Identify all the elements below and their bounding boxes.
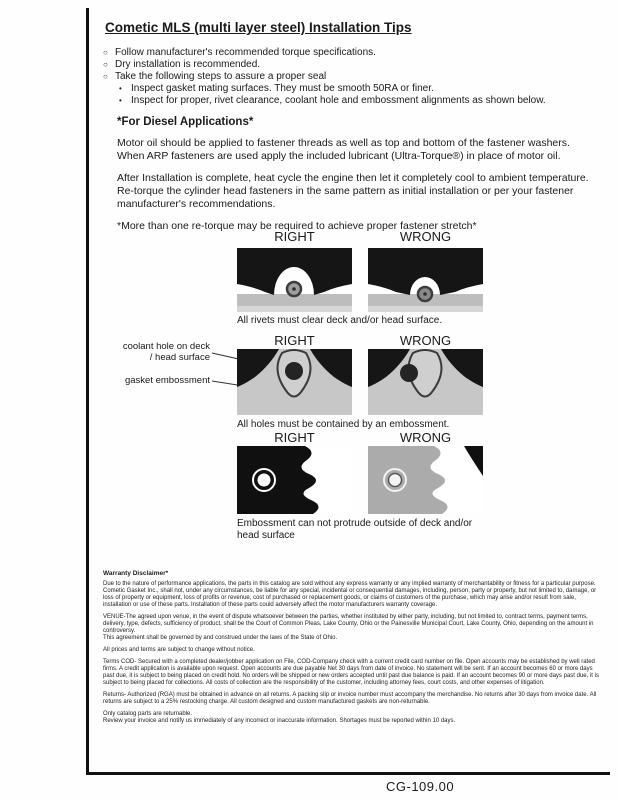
circle-bullet-icon: ○ [103, 72, 108, 81]
tip-text: Dry installation is recommended. [115, 59, 261, 70]
diagram-protrusion-wrong [368, 446, 483, 514]
section-heading: *For Diesel Applications* [117, 116, 254, 128]
wrong-column-label: WRONG [399, 229, 452, 244]
disclaimer-paragraph: All prices and terms are subject to change without notice. [103, 647, 255, 653]
diagram-rivet-clearance-wrong [368, 248, 483, 312]
installation-tips-list [103, 47, 603, 107]
list-item [119, 83, 603, 95]
warranty-disclaimer-section [103, 570, 605, 730]
dot-bullet-icon: • [119, 84, 122, 93]
diesel-applications-section [117, 116, 597, 233]
diagram-caption: All rivets must clear deck and/or head surface. [237, 315, 443, 326]
diagram-row-embossment-containment [0, 330, 618, 440]
list-item [103, 47, 603, 59]
page-border-bottom [86, 772, 610, 775]
diagram-rivet-clearance-right [237, 248, 352, 312]
tip-text: Inspect gasket mating surfaces. They must be smooth 50RA or finer. [131, 83, 434, 94]
disclaimer-paragraph: Terms COD- Secured with a completed dealer/jobber application on File, COD-Company check with a current credit card number on file. Open accounts may be established by well rated firms. A credit application is available upon request. Open accounts are due payable Net 30 days from date of invoice. No statement will be sent. If an account becomes 60 or more days past due, it is subject to being placed on credit hold. No orders will be shipped or new orders accepted until past due balance is paid. If an account becomes 90 or more days past due, it is subject to being placed for collections. All costs of collection are the responsibility of the customer, including attorney fees, court costs, and other expenses of litigation. [103, 659, 599, 686]
wrong-column-label: WRONG [399, 430, 452, 445]
disclaimer-paragraph: Review your invoice and notify us immediately of any incorrect or inaccurate information. Shortages must be reported within 10 days. [103, 718, 456, 724]
list-item [103, 71, 603, 83]
circle-bullet-icon: ○ [103, 48, 108, 57]
diagram-embossment-right [237, 349, 352, 415]
disclaimer-heading: Warranty Disclaimer* [103, 570, 169, 577]
diagram-protrusion-right [237, 446, 352, 514]
page-title: Cometic MLS (multi layer steel) Installation Tips [105, 20, 412, 35]
paragraph: After Installation is complete, heat cycle the engine then let it completely cool to ambient temperature. Re-torque the cylinder head fasteners in the same pattern as initial installation or per your fastener manufacturer's recommendations. [117, 172, 589, 210]
disclaimer-paragraph: VENUE-The agreed upon venue, in the event of dispute whatsoever between the parties, whether instituted by either party, including, but not limited to, contract terms, payment terms, delivery, type, defects, sufficiency of product, shall be the Court of Common Pleas, Lake County, Ohio or the Painesville Municipal Court, Lake County, Ohio, depending on the amount in controversy. [103, 614, 594, 634]
coolant-hole-label: coolant hole on deck / head surface [122, 341, 210, 363]
diagram-embossment-wrong [368, 349, 483, 415]
disclaimer-paragraph: Due to the nature of performance applications, the parts in this catalog are sold without any express warranty or any implied warranty of merchantability or fitness for a particular purpose. Cometic Gasket Inc., shall not, under any circumstances, be liable for any special, incidental or consequential damages, including, person, party or property, but not limited to, damage, or loss of property or equipment, loss of profits or revenue, cost of purchased or replacement goods, or claims of customers of the purchase, which may arise and/or result from sale, installation or use of these parts. Installation of these parts could adversely affect the motor manufacturers warranty coverage. [103, 581, 597, 608]
disclaimer-paragraph: This agreement shall be governed by and construed under the laws of the State of Ohio. [103, 635, 338, 641]
wrong-column-label: WRONG [399, 333, 452, 348]
diagram-row-embossment-protrusion [0, 427, 618, 541]
right-column-label: RIGHT [274, 333, 315, 348]
diagram-row-rivet-clearance [0, 226, 618, 336]
diagram-caption: Embossment can not protrude outside of deck and/or head surface [237, 518, 473, 541]
right-column-label: RIGHT [274, 229, 315, 244]
list-item [119, 95, 603, 107]
tip-text: Inspect for proper, rivet clearance, coolant hole and embossment alignments as shown below. [131, 95, 546, 106]
circle-bullet-icon: ○ [103, 60, 108, 69]
tip-text: Take the following steps to assure a proper seal [115, 71, 327, 82]
gasket-embossment-label: gasket embossment [124, 375, 210, 386]
diagram-caption: All holes must be contained by an embossment. [237, 419, 450, 430]
disclaimer-paragraph: Only catalog parts are returnable. [103, 711, 193, 717]
right-column-label: RIGHT [274, 430, 315, 445]
page-code: CG-109.00 [386, 779, 455, 794]
list-item [103, 59, 603, 71]
paragraph: Motor oil should be applied to fastener threads as well as top and bottom of the fastener washers. When ARP fasteners are used apply the included lubricant (Ultra-Torque®) in place of motor oil. [117, 137, 570, 162]
tip-text: Follow manufacturer's recommended torque specifications. [115, 47, 376, 58]
dot-bullet-icon: • [119, 96, 122, 105]
disclaimer-paragraph: Returns- Authorized (RGA) must be obtained in advance on all returns. A packing slip or invoice number must accompany the merchandise. No returns after 30 days from invoice date. All returns are subject to a 25% restocking charge. All custom designed and custom manufactured gaskets are non-returnable. [103, 692, 597, 705]
retorque-note: *More than one re-torque may be required to achieve proper fastener stretch* [117, 220, 477, 232]
